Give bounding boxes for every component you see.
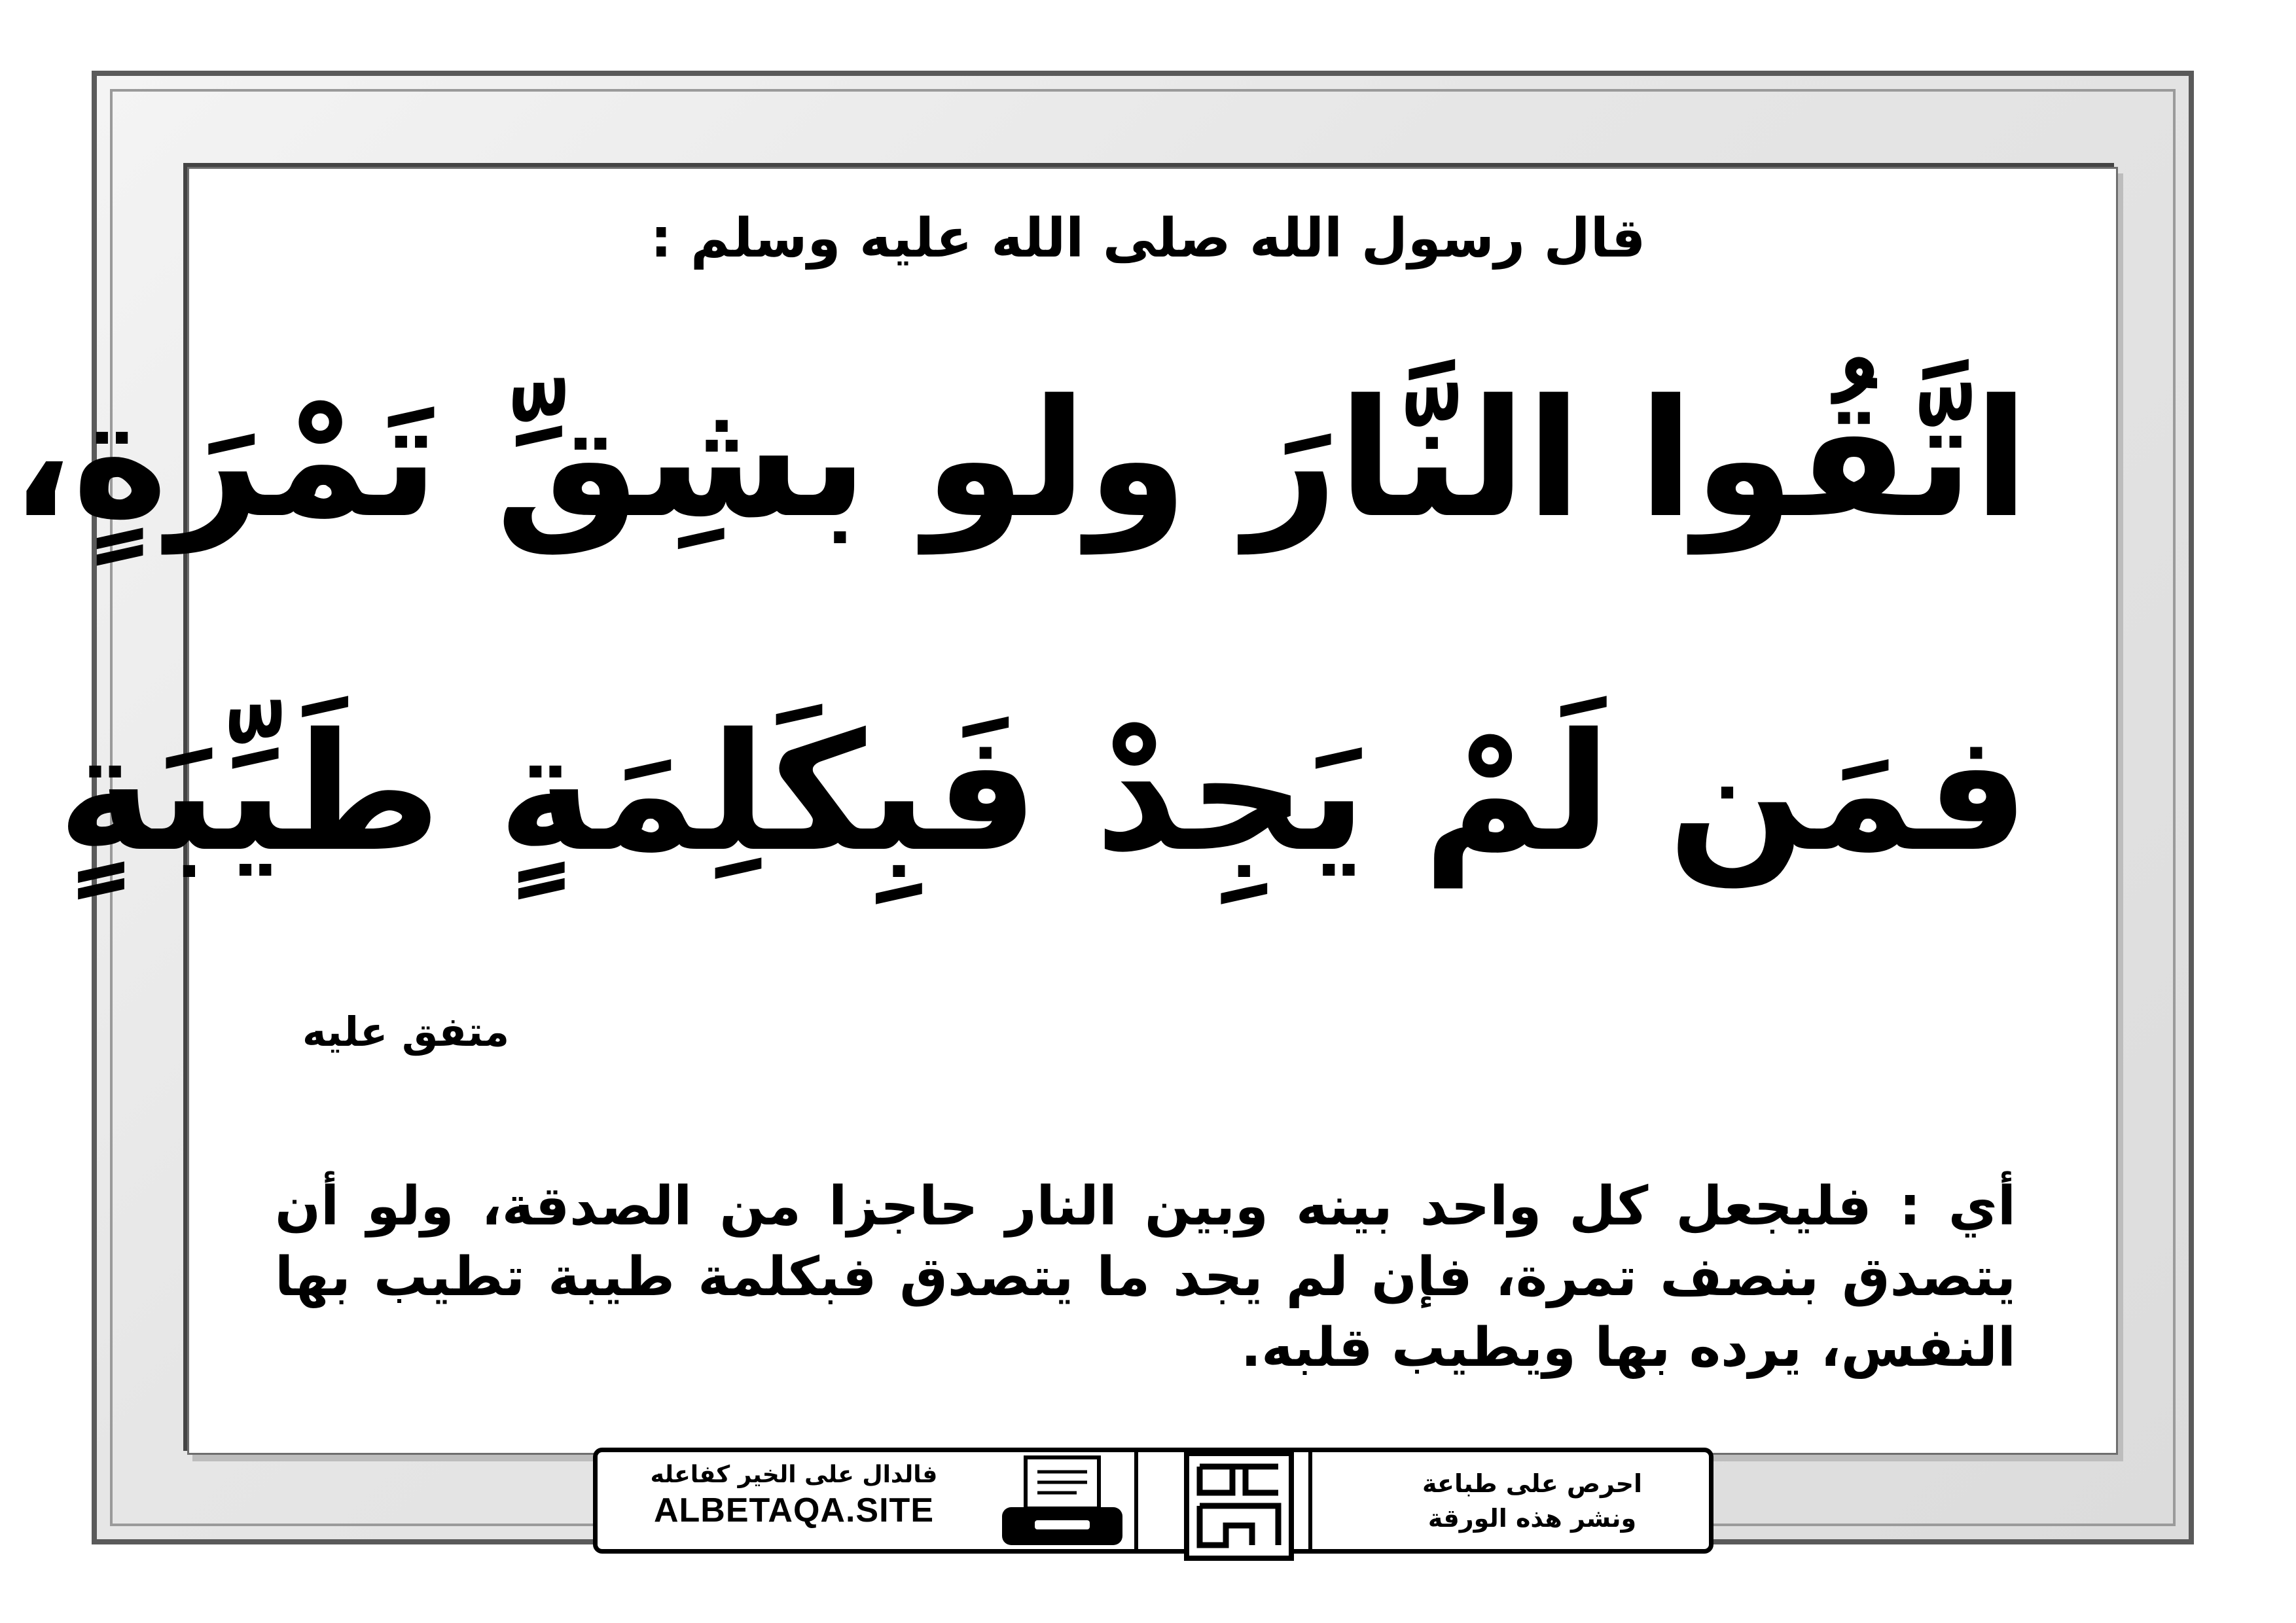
banner-left [611,1461,977,1530]
banner-divider-right [1308,1452,1312,1549]
printer-icon [998,1452,1126,1550]
banner-divider-left [1134,1452,1138,1549]
footer-banner [593,1448,1713,1554]
hadith-line-2: فمَن لَمْ يَجِدْ فَبِكَلِمَةٍ طَيِّبَةٍ [57,699,2029,887]
banner-note-line2: ونشر هذه الورقة [1427,1504,1637,1533]
site-url[interactable]: ALBETAQA.SITE [653,1491,935,1529]
hadith-source: متفق عليه [302,1008,510,1056]
intro-heading: قال رسول الله صلى الله عليه وسلم : [650,207,1646,270]
hadith-line-1: اتَّقُوا النَّارَ ولو بشِقِّ تَمْرَةٍ، [10,365,2029,554]
explanation-text: أي : فليجعل كل واحد بينه وبين النار حاجزا من الصدقة، ولو أن يتصدق بنصف تمرة، فإن لم يجد ما يتصدق فبكلمة طيبة تطيب بها النفس، يرده بها ويطيب قلبه. [275,1175,2016,1380]
banner-note-line1: احرص على طباعة [1422,1469,1643,1498]
banner-slogan: فالدال على الخير كفاعله [650,1461,938,1488]
banner-note [1369,1467,1696,1536]
daawa-logo-icon [1174,1438,1304,1569]
